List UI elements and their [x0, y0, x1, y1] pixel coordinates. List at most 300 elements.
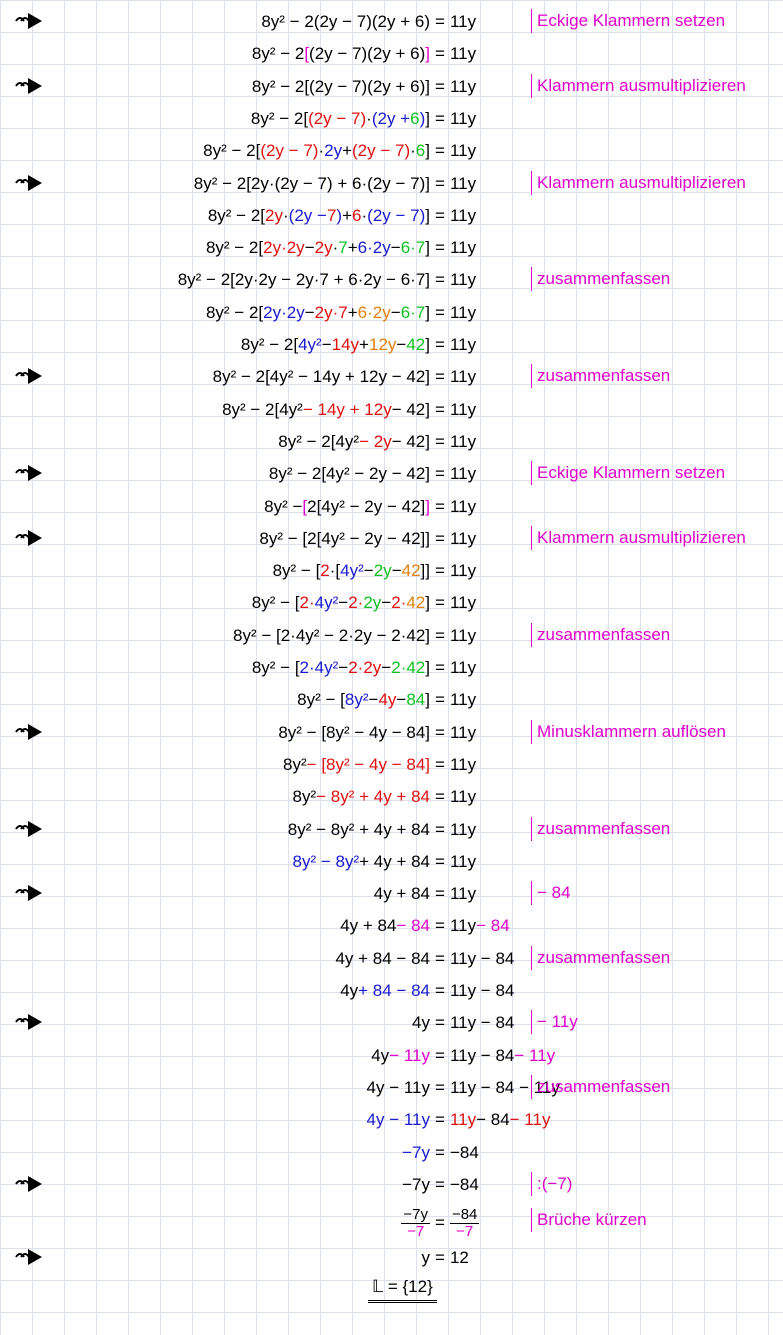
term: 11y	[449, 1110, 477, 1130]
term: 2·2y	[348, 658, 382, 677]
equation-step	[0, 134, 783, 166]
equation-rhs	[450, 400, 476, 420]
term: 12	[449, 1248, 469, 1268]
equation-rhs	[450, 1143, 479, 1163]
equation-rhs	[450, 464, 476, 484]
equation-lhs	[60, 658, 430, 678]
term: 4y	[378, 690, 397, 710]
term: 4y	[412, 1013, 430, 1033]
term: 4y²	[298, 335, 322, 354]
equation-rhs	[450, 77, 476, 97]
equation-lhs	[60, 206, 430, 226]
term: 2	[320, 561, 330, 581]
equation-step	[0, 651, 783, 683]
term: 8y² − 2[4y²	[222, 399, 303, 419]
step-arrow-icon[interactable]	[14, 529, 44, 547]
term: 4y + 84	[340, 916, 397, 936]
equation	[60, 718, 510, 748]
term: −	[338, 593, 349, 613]
term: −	[368, 690, 379, 710]
equation	[60, 201, 510, 231]
step-annotation: zusammenfassen	[531, 364, 670, 388]
term: 4y	[371, 1045, 390, 1065]
step-annotation: Klammern ausmultiplizieren	[531, 526, 746, 550]
term: (2y − 7)	[352, 141, 411, 161]
term: 11y − 84	[449, 1013, 515, 1033]
equation-lhs	[60, 12, 430, 32]
term: ·	[361, 205, 368, 225]
term: +	[359, 335, 369, 354]
equation-rhs	[450, 787, 476, 807]
term: ]	[425, 593, 430, 613]
term: 8y² − [8y² − 4y − 84]	[278, 722, 430, 742]
term: −7y	[402, 1174, 430, 1194]
term: 2·	[299, 593, 315, 613]
term: 8y² − [	[251, 593, 300, 613]
equals-sign: =	[435, 496, 445, 516]
equation-lhs	[60, 1046, 430, 1066]
equation	[60, 1170, 510, 1200]
term: 11y	[449, 561, 477, 581]
equation	[60, 1243, 510, 1273]
equation	[60, 911, 510, 941]
equals-sign: =	[435, 561, 445, 581]
equation-lhs	[60, 141, 430, 161]
step-arrow-icon[interactable]	[14, 820, 44, 838]
equation-rhs	[450, 1013, 514, 1033]
equals-sign: =	[435, 722, 445, 742]
equation-lhs	[60, 852, 430, 872]
term: 8y² − 2[4y² − 2y − 42]	[268, 464, 430, 484]
equation-step	[0, 1071, 783, 1103]
term: (2y − 7)	[308, 108, 367, 128]
term: 6·7	[400, 302, 426, 322]
term: ]	[425, 44, 430, 64]
equation	[60, 136, 510, 166]
term: 11y	[449, 464, 477, 484]
term: 11y	[449, 787, 477, 807]
term: 2y	[324, 141, 343, 161]
term: ]	[425, 141, 430, 161]
equals-sign: =	[435, 44, 445, 64]
term: −7y	[402, 1142, 430, 1162]
equation-step	[0, 683, 783, 715]
term: −	[381, 593, 392, 613]
term: − 11y	[509, 1110, 551, 1130]
term: 8y² − 2	[251, 44, 305, 64]
equation-lhs	[60, 593, 430, 613]
equation	[60, 556, 510, 586]
term: 11y	[449, 884, 477, 904]
term: 11y	[449, 173, 477, 193]
equation-rhs	[450, 12, 476, 32]
equation-step	[0, 619, 783, 651]
term: 8y² − [	[272, 561, 321, 581]
equals-sign: =	[435, 1174, 445, 1194]
step-arrow-icon[interactable]	[14, 464, 44, 482]
equation-rhs	[450, 335, 476, 355]
equation-step	[0, 586, 783, 618]
denominator: −7	[407, 1222, 425, 1240]
step-annotation: zusammenfassen	[531, 946, 670, 970]
equals-sign: =	[435, 754, 445, 774]
equation-rhs	[450, 820, 476, 840]
equals-sign: =	[435, 173, 445, 193]
equation-step	[0, 522, 783, 554]
term: 11y	[449, 496, 477, 516]
term: [	[302, 496, 308, 516]
equation-rhs	[450, 1046, 555, 1066]
term: 8y² − 2[	[205, 302, 264, 322]
equation	[60, 1041, 556, 1071]
equals-sign: =	[435, 270, 445, 290]
term: −	[391, 561, 402, 581]
equation-step	[0, 5, 783, 37]
equation	[60, 524, 510, 554]
step-annotation: zusammenfassen	[531, 623, 670, 647]
equation-rhs	[450, 626, 476, 646]
term: 8y² − 2(2y − 7)(2y + 6)	[261, 12, 430, 31]
step-arrow-icon[interactable]	[14, 1248, 44, 1266]
term: 84	[406, 690, 426, 710]
term: −	[396, 335, 407, 354]
equation-step	[0, 1200, 783, 1244]
step-annotation: Klammern ausmultiplizieren	[531, 171, 746, 195]
term: ·	[332, 238, 339, 258]
equation-rhs	[450, 367, 476, 387]
equation	[60, 298, 510, 328]
term: 8y² − 2[4y²	[278, 431, 360, 451]
term: 4y − 11y	[366, 1110, 430, 1130]
equals-sign: =	[435, 528, 445, 548]
numerator: −7y	[403, 1205, 428, 1223]
equation-step	[0, 813, 783, 845]
term: ]]	[420, 561, 430, 581]
equation	[60, 362, 510, 392]
step-annotation: − 11y	[531, 1010, 578, 1034]
term: − 8y² + 4y + 84	[316, 787, 430, 807]
term: 6	[352, 205, 362, 225]
equation-step	[0, 554, 783, 586]
term: 4y − 11y	[366, 1077, 430, 1097]
term: 11y	[449, 44, 477, 64]
equals-sign: =	[435, 690, 445, 710]
equals-sign: =	[435, 464, 445, 484]
equation	[60, 1138, 510, 1168]
equation-step	[0, 1039, 783, 1071]
term: 11y	[449, 528, 477, 548]
term: 8y² −	[264, 496, 303, 516]
term: ·	[318, 141, 325, 161]
equation	[60, 1105, 551, 1135]
term: 8y² − 2[(2y − 7)(2y + 6)]	[251, 76, 430, 96]
equation-lhs	[60, 1175, 430, 1195]
term: − 42]	[391, 399, 430, 419]
equation-rhs	[450, 852, 476, 872]
equation-lhs	[60, 1143, 430, 1163]
equation-lhs	[60, 1013, 430, 1033]
equation-rhs	[450, 690, 476, 710]
term: 2·42	[391, 658, 426, 677]
term: 11y	[449, 335, 477, 354]
term: 11y	[449, 625, 477, 645]
equation-step	[0, 360, 783, 392]
equation-lhs	[60, 238, 430, 258]
term: ]	[425, 335, 430, 354]
step-annotation: Brüche kürzen	[531, 1208, 647, 1232]
term: 6	[410, 108, 420, 128]
term: − 84	[476, 916, 510, 936]
equation-rhs	[450, 270, 476, 290]
equation	[60, 459, 510, 489]
equation-step	[0, 263, 783, 295]
term: ·[	[329, 561, 341, 581]
equation-step	[0, 199, 783, 231]
equation	[60, 944, 515, 974]
equation-rhs	[450, 884, 476, 904]
equals-sign: =	[435, 625, 445, 645]
equation-rhs	[450, 561, 476, 581]
equation-step	[0, 457, 783, 489]
term: 11y	[449, 205, 477, 225]
term: 2y	[363, 593, 382, 613]
equation	[60, 427, 510, 457]
equation-step	[0, 37, 783, 69]
term: [	[304, 44, 310, 64]
equals-sign: =	[435, 12, 445, 31]
term: 11y − 84 − 11y	[449, 1077, 560, 1097]
step-arrow-icon[interactable]	[14, 1013, 44, 1031]
term: 8y² − 2[4y² − 14y + 12y − 42]	[212, 367, 430, 387]
equation-step	[0, 845, 783, 877]
equation-lhs	[60, 529, 430, 549]
term: 2y	[314, 238, 333, 258]
equation-rhs	[450, 1248, 469, 1268]
term: −	[304, 238, 315, 258]
equation	[60, 815, 510, 845]
fraction-left	[401, 1207, 430, 1240]
equation-rhs	[450, 723, 476, 743]
equals-sign: =	[435, 658, 445, 677]
equation	[60, 1073, 560, 1103]
term: 42	[401, 561, 421, 581]
term: 42	[406, 335, 426, 354]
equation-lhs	[60, 949, 430, 969]
term: − 84	[396, 916, 430, 936]
equation-step	[0, 102, 783, 134]
term: 8y² − 2[	[250, 108, 309, 128]
equation-lhs	[60, 820, 430, 840]
term: 11y	[449, 399, 477, 419]
term: 11y	[449, 431, 477, 451]
step-arrow-icon[interactable]	[14, 723, 44, 741]
step-annotation: zusammenfassen	[531, 267, 670, 291]
step-annotation: Eckige Klammern setzen	[531, 461, 725, 485]
equation-lhs	[60, 1110, 430, 1130]
term: 2y	[265, 205, 283, 225]
equation-lhs	[60, 884, 430, 904]
equation	[60, 621, 510, 651]
equation-lhs	[60, 497, 430, 517]
equals-sign: =	[435, 593, 445, 613]
step-annotation: − 84	[531, 881, 571, 905]
equation-lhs	[60, 400, 430, 420]
term: 2y·7	[314, 302, 348, 322]
term: 8y² − 2[	[207, 205, 266, 225]
step-annotation: Minusklammern auflösen	[531, 720, 726, 744]
equation-rhs	[450, 174, 476, 194]
equation-rhs	[450, 658, 476, 678]
equation-rhs	[450, 1110, 551, 1130]
term: 12y	[368, 335, 397, 354]
term: 4y	[340, 981, 359, 1000]
term: 11y − 84	[449, 1045, 515, 1065]
term: 8y² − 8y² + 4y + 84	[287, 819, 430, 839]
step-arrow-icon[interactable]	[14, 1175, 44, 1193]
equation-lhs	[60, 981, 430, 1001]
term: 2·	[391, 593, 407, 613]
term: 11y	[449, 593, 477, 613]
term: 2[4y² − 2y − 42]	[307, 496, 426, 516]
equation	[60, 1202, 510, 1244]
term: −84	[449, 1174, 479, 1194]
term: 8y² − [2[4y² − 2y − 42]]	[259, 528, 430, 548]
equation-lhs	[60, 464, 430, 484]
term: 11y − 84	[449, 948, 515, 968]
equation-rhs	[450, 303, 476, 323]
equation	[60, 395, 510, 425]
equation-rhs	[450, 238, 476, 258]
equation-rhs	[450, 1175, 479, 1195]
term: ·	[410, 141, 416, 161]
term: + 84 − 84	[358, 981, 430, 1000]
step-annotation: Klammern ausmultiplizieren	[531, 74, 746, 98]
term: −	[390, 302, 401, 322]
equals-sign: =	[435, 819, 445, 839]
term: ]	[425, 108, 430, 128]
term: ]	[425, 658, 430, 677]
equation	[60, 588, 510, 618]
term: 6·7	[400, 238, 426, 258]
term: 11y	[449, 658, 477, 677]
term: −	[363, 561, 374, 581]
term: y	[421, 1248, 430, 1268]
term: −	[390, 238, 401, 258]
term: 8y² − 8y²	[292, 851, 360, 871]
equals-sign: =	[435, 884, 445, 904]
equation-step	[0, 328, 783, 360]
step-arrow-icon[interactable]	[14, 12, 44, 30]
term: 8y² − [2·4y² − 2·2y − 2·42]	[232, 625, 430, 645]
term: 42	[406, 593, 426, 613]
equals-sign: =	[435, 981, 445, 1000]
equation-rhs	[450, 529, 476, 549]
equation-step	[0, 974, 783, 1006]
equation-lhs	[60, 561, 430, 581]
term: )	[419, 108, 426, 128]
term: − 42]	[391, 431, 430, 451]
equation-rhs	[450, 109, 476, 129]
equation-lhs	[60, 1248, 430, 1268]
equation-step	[0, 942, 783, 974]
equals-sign: =	[435, 431, 445, 451]
equation	[60, 653, 510, 683]
step-arrow-icon[interactable]	[14, 77, 44, 95]
term: −	[338, 658, 349, 677]
term: 8y²	[344, 690, 369, 710]
term: 2y·2y	[263, 302, 305, 322]
step-arrow-icon[interactable]	[14, 174, 44, 192]
step-annotation: zusammenfassen	[531, 1075, 670, 1099]
step-arrow-icon[interactable]	[14, 884, 44, 902]
term: ]	[425, 496, 430, 516]
term: 8y² − 2[2y·2y − 2y·7 + 6·2y − 6·7]	[177, 270, 430, 290]
equation-step	[0, 70, 783, 102]
term: −	[304, 302, 315, 322]
term: 11y	[449, 12, 477, 31]
equation	[60, 330, 510, 360]
equation-step	[0, 393, 783, 425]
term: 8y²	[292, 787, 317, 807]
term: ]	[425, 302, 430, 322]
equals-sign: =	[435, 1077, 445, 1097]
numerator: −84	[451, 1205, 478, 1223]
equation-step	[0, 1168, 783, 1200]
term: 7	[326, 205, 337, 225]
equation-step	[0, 748, 783, 780]
equation-rhs	[450, 949, 514, 969]
equation-step	[0, 1006, 783, 1038]
term: 11y	[449, 819, 477, 839]
term: − 11y	[514, 1045, 556, 1065]
equation	[60, 976, 515, 1006]
equals-sign: =	[435, 1013, 445, 1033]
term: 8y² − 2[	[205, 238, 264, 258]
equation-lhs	[60, 432, 430, 452]
equation	[60, 879, 510, 909]
equation-step	[0, 167, 783, 199]
equation	[60, 847, 510, 877]
equals-sign: =	[435, 1213, 445, 1233]
equation-step	[0, 1241, 783, 1273]
equals-sign: =	[435, 1142, 445, 1162]
equation-lhs	[60, 44, 430, 64]
equals-sign: =	[435, 851, 445, 871]
term: 4y²	[340, 561, 364, 581]
step-annotation: zusammenfassen	[531, 817, 670, 841]
term: +	[342, 141, 353, 161]
term: 11y	[449, 108, 477, 128]
denominator: −7	[456, 1222, 474, 1240]
term: 11y	[449, 722, 477, 742]
solution-set: 𝕃 = {12}	[368, 1275, 437, 1303]
term: 4y + 84 − 84	[335, 948, 430, 968]
equation-rhs	[450, 432, 476, 452]
equation	[60, 39, 510, 69]
term: ]	[425, 690, 430, 710]
equation-step	[0, 425, 783, 457]
step-arrow-icon[interactable]	[14, 367, 44, 385]
term: (2y − 7)	[260, 141, 319, 161]
equals-sign: =	[435, 335, 445, 354]
equals-sign: =	[435, 948, 445, 968]
equation-lhs	[60, 723, 430, 743]
equation	[60, 492, 510, 522]
equation-lhs	[60, 335, 430, 355]
equals-sign: =	[435, 76, 445, 96]
equation-step	[0, 877, 783, 909]
equation-rhs	[450, 593, 476, 613]
